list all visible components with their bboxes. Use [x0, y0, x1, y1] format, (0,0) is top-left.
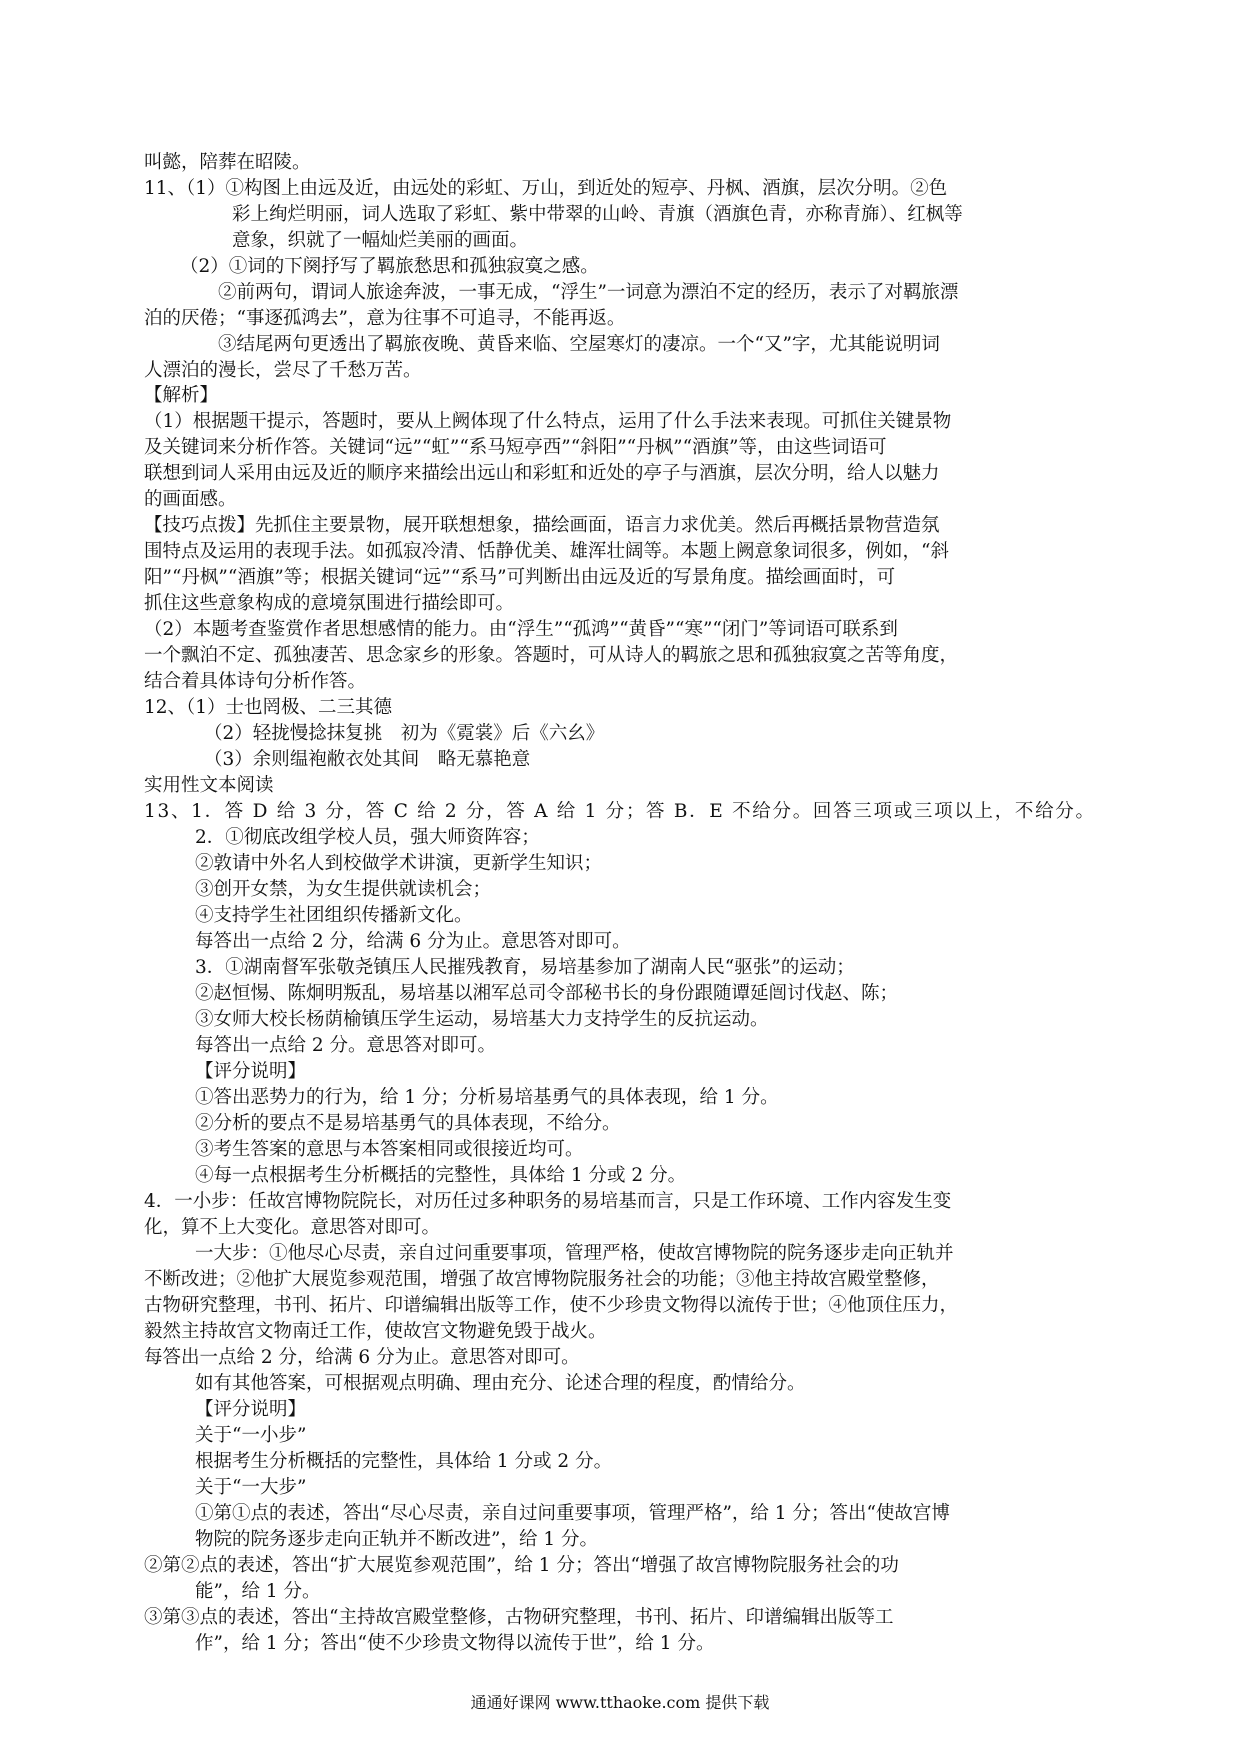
page-footer: 通通好课网 www.tthaoke.com 提供下载 [470, 1693, 770, 1712]
text-line: ②赵恒惕、陈炯明叛乱，易培基以湘军总司令部秘书长的身份跟随谭延闿讨伐赵、陈； [195, 983, 899, 1004]
text-line: ④支持学生社团组织传播新文化。 [195, 905, 473, 926]
text-line: 【评分说明】 [195, 1061, 307, 1082]
text-line: 意象，织就了一幅灿烂美丽的画面。 [232, 230, 529, 251]
text-line: ③创开女禁，为女生提供就读机会； [195, 879, 492, 900]
text-line: 联想到词人采用由远及近的顺序来描绘出远山和彩虹和近处的亭子与酒旗，层次分明，给人以魅力 [144, 463, 940, 484]
text-line: ②分析的要点不是易培基勇气的具体表现，不给分。 [195, 1113, 621, 1134]
text-line: （1）根据题干提示，答题时，要从上阙体现了什么特点，运用了什么手法来表现。可抓住关键景物 [144, 411, 952, 432]
text-line: 毅然主持故宫文物南迁工作，使故宫文物避免毁于战火。 [144, 1321, 607, 1342]
text-line: 及关键词来分析作答。关键词“远”“虹”“系马短亭西”“斜阳”“丹枫”“酒旗”等，由这些词语可 [144, 437, 887, 458]
text-line: 3．①湖南督军张敬尧镇压人民摧残教育，易培基参加了湖南人民“驱张”的运动； [195, 957, 855, 978]
text-line: （2）本题考查鉴赏作者思想感情的能力。由“浮生”“孤鸿”“黄昏”“寒”“闭门”等词语可联系到 [144, 619, 898, 640]
text-line: 每答出一点给 2 分，给满 6 分为止。意思答对即可。 [195, 931, 631, 952]
text-line: 如有其他答案，可根据观点明确、理由充分、论述合理的程度，酌情给分。 [195, 1373, 806, 1394]
text-line: 古物研究整理，书刊、拓片、印谱编辑出版等工作，使不少珍贵文物得以流传于世；④他顶住压力， [144, 1295, 959, 1316]
text-line: 每答出一点给 2 分，给满 6 分为止。意思答对即可。 [144, 1347, 580, 1368]
text-line: 每答出一点给 2 分。意思答对即可。 [195, 1035, 497, 1056]
text-line: 13、1．答 D 给 3 分，答 C 给 2 分，答 A 给 1 分；答 B．E 不给分。回答三项或三项以上，不给分。 [144, 801, 1096, 822]
text-line: 物院的院务逐步走向正轨并不断改进”，给 1 分。 [195, 1529, 598, 1550]
text-line: 根据考生分析概括的完整性，具体给 1 分或 2 分。 [195, 1451, 613, 1472]
text-line: 化，算不上大变化。意思答对即可。 [144, 1217, 441, 1238]
text-line: 一大步：①他尽心尽责，亲自过问重要事项，管理严格，使故宫博物院的院务逐步走向正轨并 [195, 1243, 954, 1264]
text-line: （3）余则缊袍敝衣处其间 略无慕艳意 [204, 749, 531, 770]
text-line: ③考生答案的意思与本答案相同或很接近均可。 [195, 1139, 584, 1160]
text-line: 一个飘泊不定、孤独凄苦、思念家乡的形象。答题时，可从诗人的羁旅之思和孤独寂寞之苦等角度， [144, 645, 959, 666]
text-line: ④每一点根据考生分析概括的完整性，具体给 1 分或 2 分。 [195, 1165, 687, 1186]
text-line: 人漂泊的漫长，尝尽了千愁万苦。 [144, 360, 422, 381]
text-line: 【技巧点拨】先抓住主要景物，展开联想想象，描绘画面，语言力求优美。然后再概括景物营造氛 [144, 515, 940, 536]
text-line: 12、（1）士也罔极、二三其德 [144, 697, 393, 718]
text-line: 4．一小步：任故宫博物院院长，对历任过多种职务的易培基而言，只是工作环境、工作内容发生变 [144, 1191, 952, 1212]
text-line: ②第②点的表述，答出“扩大展览参观范围”，给 1 分；答出“增强了故宫博物院服务社会的功 [144, 1555, 899, 1576]
text-line: 2．①彻底改组学校人员，强大师资阵容； [195, 827, 540, 848]
text-line: 叫懿，陪葬在昭陵。 [144, 152, 311, 173]
text-line: 抓住这些意象构成的意境氛围进行描绘即可。 [144, 593, 515, 614]
text-line: 彩上绚烂明丽，词人选取了彩虹、紫中带翠的山岭、青旗（酒旗色青，亦称青旆）、红枫等 [232, 204, 963, 225]
text-line: ③女师大校长杨荫榆镇压学生运动，易培基大力支持学生的反抗运动。 [195, 1009, 769, 1030]
text-line: 能”，给 1 分。 [195, 1581, 321, 1602]
text-line: 关于“一大步” [195, 1477, 307, 1498]
text-line: 的画面感。 [144, 489, 237, 510]
text-line: 关于“一小步” [195, 1425, 307, 1446]
text-line: ①答出恶势力的行为，给 1 分；分析易培基勇气的具体表现，给 1 分。 [195, 1087, 779, 1108]
text-line: 结合着具体诗句分析作答。 [144, 671, 367, 692]
text-line: ②前两句，谓词人旅途奔波，一事无成，“浮生”一词意为漂泊不定的经历，表示了对羁旅漂 [218, 282, 959, 303]
text-line: （2）①词的下阕抒写了羁旅愁思和孤独寂寞之感。 [180, 256, 599, 277]
text-line: ③第③点的表述，答出“主持故宫殿堂整修，古物研究整理，书刊、拓片、印谱编辑出版等工 [144, 1607, 894, 1628]
text-line: ①第①点的表述，答出“尽心尽责，亲自过问重要事项，管理严格”，给 1 分；答出“使故宫博 [195, 1503, 950, 1524]
text-line: ②敦请中外名人到校做学术讲演，更新学生知识； [195, 853, 603, 874]
text-line: 围特点及运用的表现手法。如孤寂冷清、恬静优美、雄浑壮阔等。本题上阙意象词很多，例如，“斜 [144, 541, 949, 562]
text-line: 【评分说明】 [195, 1399, 307, 1420]
text-line: （2）轻拢慢捻抹复挑 初为《霓裳》后《六幺》 [204, 723, 605, 744]
text-line: 泊的厌倦；“事逐孤鸿去”，意为往事不可追寻，不能再返。 [144, 308, 626, 329]
text-line: 【解析】 [144, 385, 219, 406]
text-line: ③结尾两句更透出了羁旅夜晚、黄昏来临、空屋寒灯的凄凉。一个“又”字，尤其能说明词 [218, 334, 940, 355]
text-line: 11、（1）①构图上由远及近，由远处的彩虹、万山，到近处的短亭、丹枫、酒旗，层次分明。②色 [144, 178, 948, 199]
text-line: 阳”“丹枫”“酒旗”等；根据关键词“远”“系马”可判断出由远及近的写景角度。描绘画面时，可 [144, 567, 896, 588]
text-line: 实用性文本阅读 [144, 775, 274, 796]
text-line: 作”，给 1 分；答出“使不少珍贵文物得以流传于世”，给 1 分。 [195, 1633, 715, 1654]
text-line: 不断改进；②他扩大展览参观范围，增强了故宫博物院服务社会的功能；③他主持故宫殿堂整修， [144, 1269, 940, 1290]
